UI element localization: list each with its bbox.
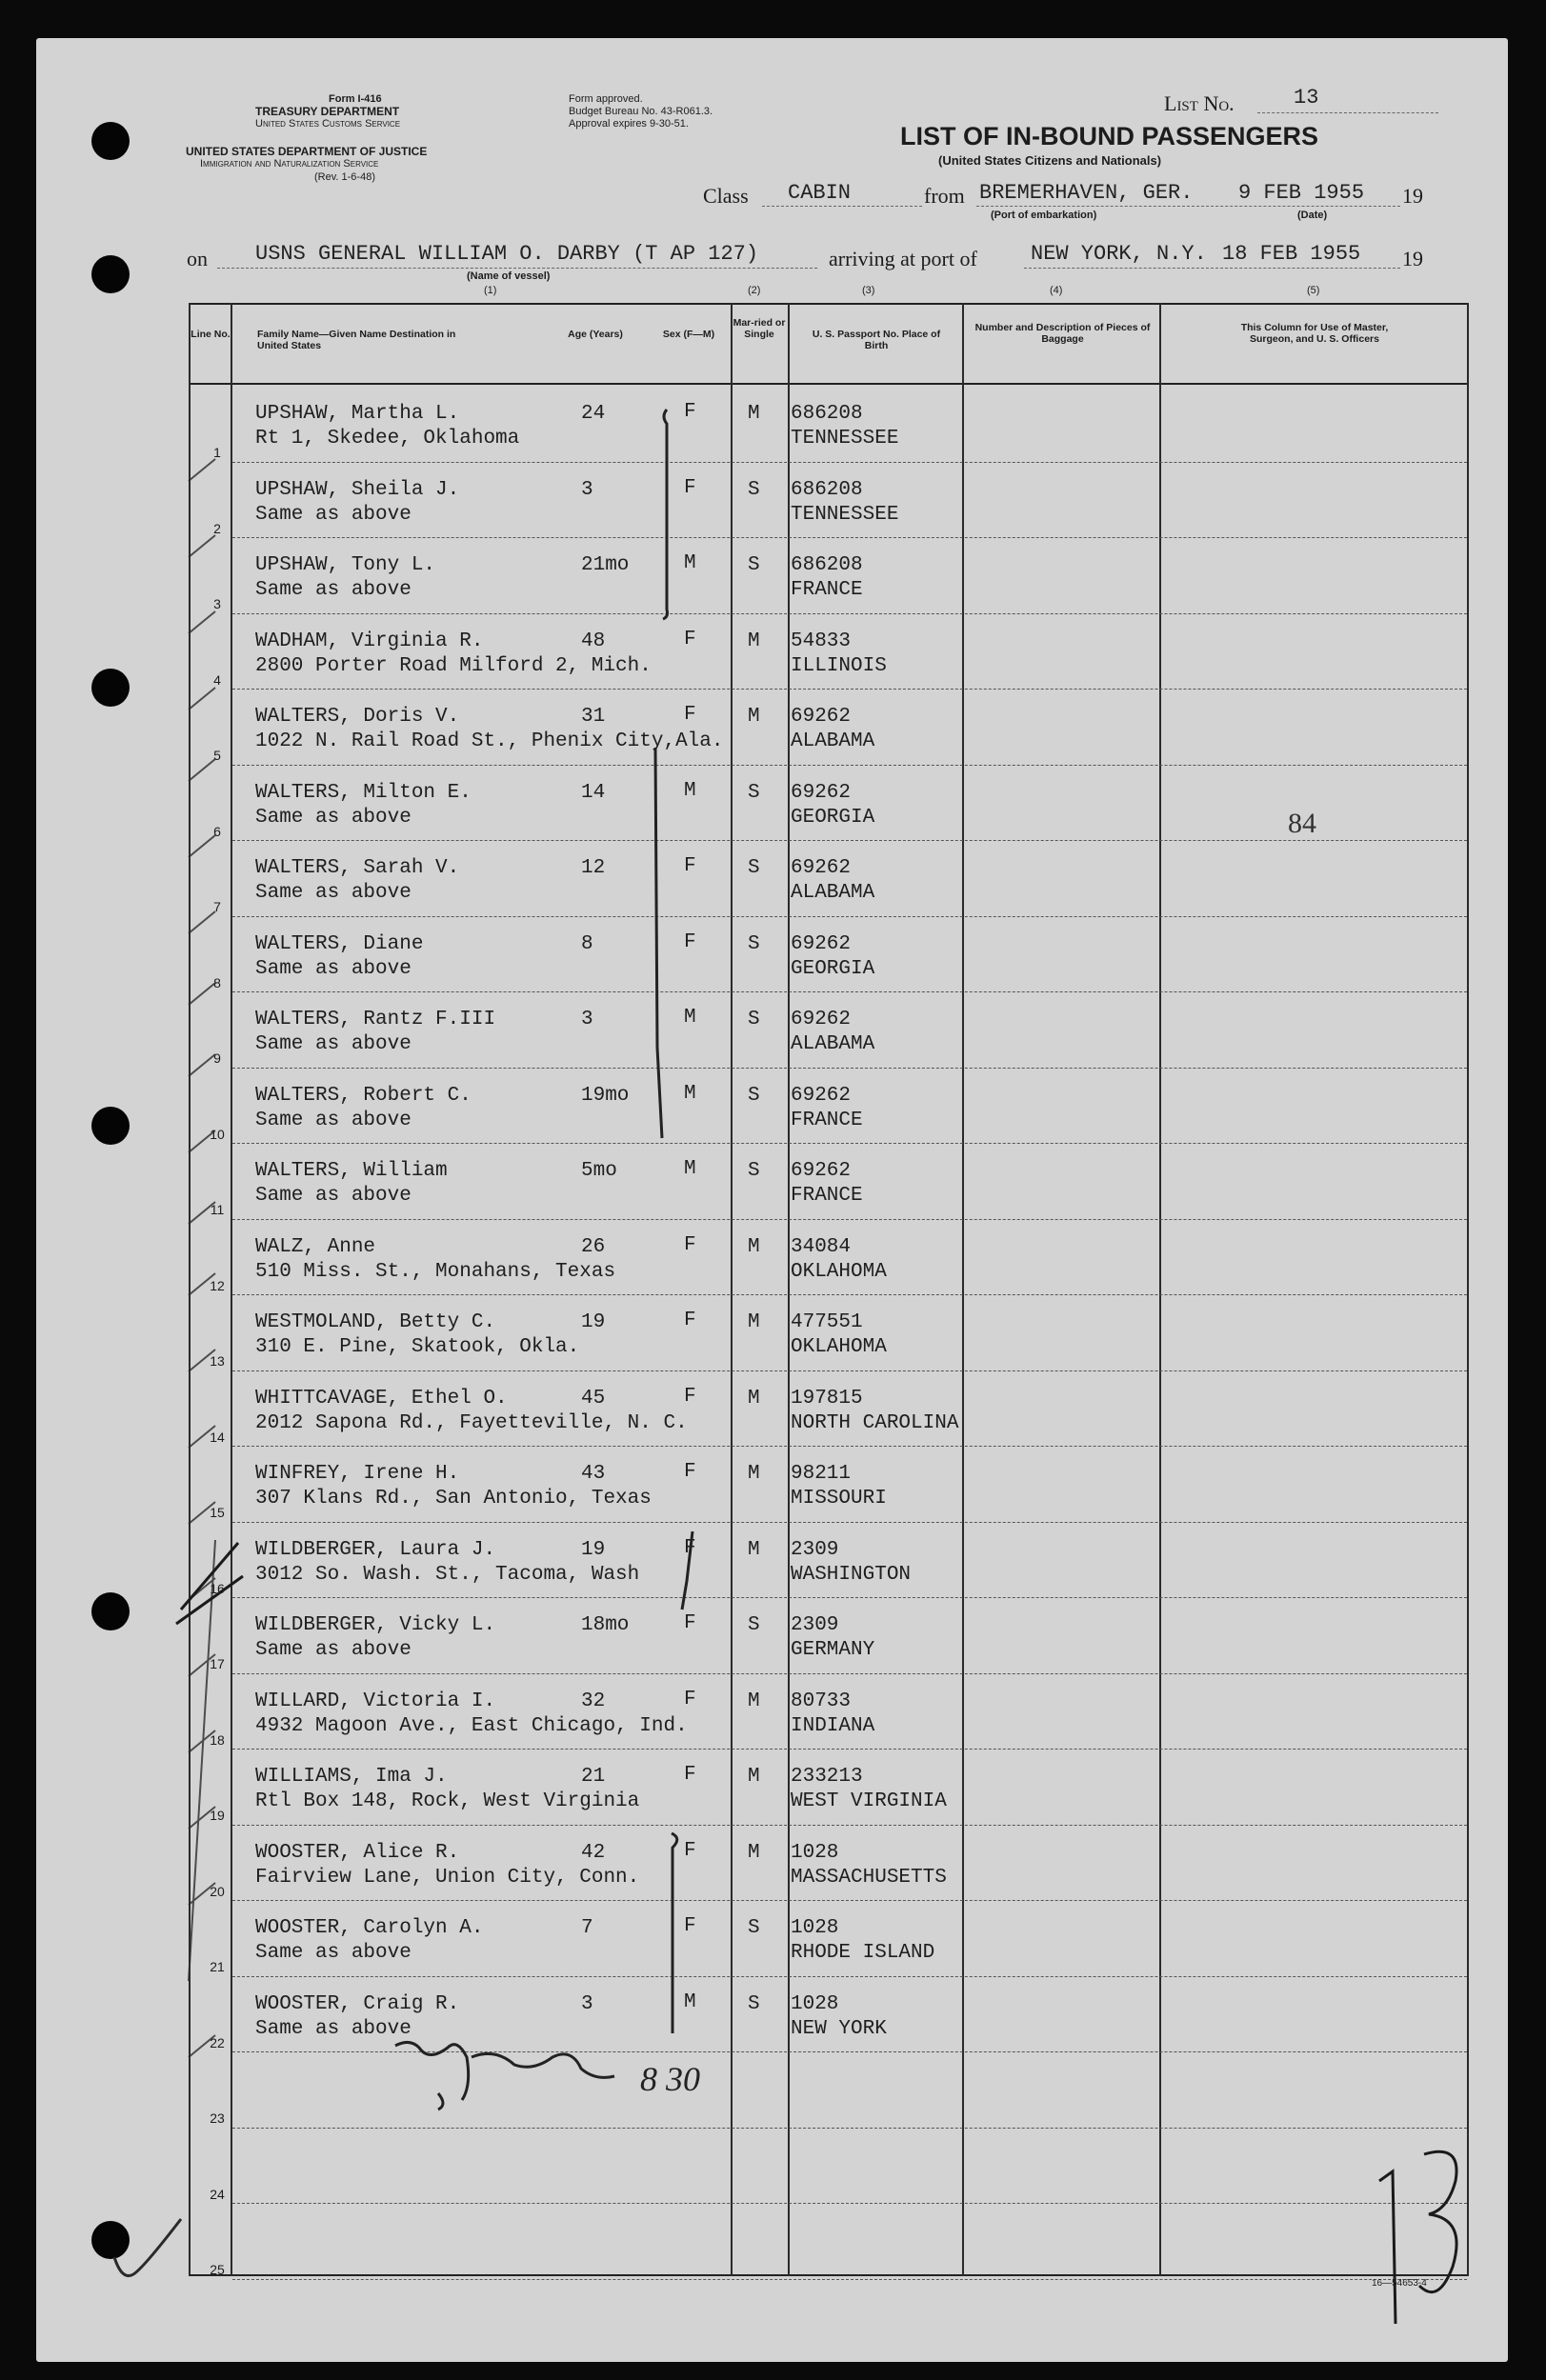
row-divider	[232, 1294, 1467, 1295]
passenger-name: UPSHAW, Tony L.	[255, 554, 436, 576]
passport-number: 1028	[791, 1841, 839, 1864]
passenger-destination: 2800 Porter Road Milford 2, Mich.	[255, 654, 652, 677]
passport-number: 686208	[791, 478, 863, 501]
class-rule	[762, 206, 922, 207]
passenger-sex: F	[684, 1310, 696, 1331]
place-of-birth: GEORGIA	[791, 957, 875, 980]
line-number: 18	[210, 1731, 225, 1748]
date-caption: (Date)	[1297, 210, 1328, 221]
row-divider	[232, 840, 1467, 841]
passenger-marital: S	[748, 1992, 760, 2015]
place-of-birth: OKLAHOMA	[791, 1260, 887, 1283]
passenger-age: 31	[581, 706, 606, 728]
passenger-age: 7	[581, 1917, 593, 1939]
col-divider	[788, 303, 790, 2276]
passenger-age: 42	[581, 1841, 606, 1864]
line-number: 25	[210, 2262, 225, 2277]
passenger-sex: F	[684, 1612, 696, 1634]
passenger-age: 19	[581, 1538, 606, 1561]
row-divider	[232, 1446, 1467, 1447]
passenger-name: UPSHAW, Martha L.	[255, 403, 460, 425]
place-of-birth: TENNESSEE	[791, 503, 899, 526]
passenger-age: 12	[581, 857, 606, 879]
passport-number: 2309	[791, 1538, 839, 1561]
col-divider	[189, 303, 191, 2276]
passenger-age: 5mo	[581, 1160, 617, 1182]
place-of-birth: WEST VIRGINIA	[791, 1790, 947, 1812]
list-no-value: 13	[1294, 86, 1319, 110]
row-divider	[232, 613, 1467, 614]
line-number: 12	[210, 1277, 225, 1293]
place-of-birth: INDIANA	[791, 1714, 875, 1737]
ins-service: Immigration and Naturalization Service	[200, 158, 379, 170]
place-of-birth: FRANCE	[791, 1109, 863, 1131]
passenger-name: WHITTCAVAGE, Ethel O.	[255, 1387, 508, 1410]
row-divider	[232, 1068, 1467, 1069]
passenger-destination: Rtl Box 148, Rock, West Virginia	[255, 1790, 640, 1812]
arrival-port: NEW YORK, N.Y.	[1031, 242, 1207, 266]
passenger-sex: F	[684, 855, 696, 877]
passenger-marital: S	[748, 857, 760, 879]
vessel-caption: (Name of vessel)	[467, 270, 551, 282]
passenger-marital: S	[748, 1009, 760, 1030]
passenger-marital: S	[748, 1160, 760, 1182]
passenger-marital: M	[748, 1387, 760, 1410]
line-number: 22	[210, 2034, 225, 2050]
passenger-age: 3	[581, 478, 593, 501]
row-divider	[232, 537, 1467, 538]
passenger-sex: F	[684, 930, 696, 953]
header-name: Family Name—Given Name Destination in United States	[257, 329, 456, 351]
passenger-destination: 510 Miss. St., Monahans, Texas	[255, 1260, 616, 1283]
passenger-name: WALTERS, Doris V.	[255, 706, 460, 728]
passenger-age: 3	[581, 1009, 593, 1030]
passport-number: 69262	[791, 706, 852, 728]
row-divider	[232, 1976, 1467, 1977]
place-of-birth: WASHINGTON	[791, 1563, 912, 1586]
col-divider	[1159, 303, 1161, 2276]
port-embark-caption: (Port of embarkation)	[991, 210, 1097, 221]
passenger-age: 19	[581, 1311, 606, 1333]
passenger-sex: F	[684, 1536, 696, 1559]
passport-number: 686208	[791, 403, 863, 425]
header-officers: This Column for Use of Master, Surgeon, and U. S. Officers	[1240, 322, 1389, 345]
passport-number: 69262	[791, 857, 852, 879]
place-of-birth: ILLINOIS	[791, 654, 887, 677]
row-divider	[232, 2128, 1467, 2129]
vessel-name: USNS GENERAL WILLIAM O. DARBY (T AP 127)	[255, 242, 759, 266]
passenger-sex: M	[684, 1007, 696, 1029]
passenger-age: 14	[581, 781, 606, 804]
revision: (Rev. 1-6-48)	[314, 171, 375, 183]
line-number: 24	[210, 2186, 225, 2202]
passenger-name: WALTERS, Diane	[255, 932, 424, 955]
passenger-destination: 307 Klans Rd., San Antonio, Texas	[255, 1488, 652, 1510]
row-divider	[232, 689, 1467, 690]
passenger-marital: S	[748, 932, 760, 955]
line-number: 19	[210, 1808, 225, 1823]
punch-hole	[91, 255, 130, 293]
line-number: 1	[213, 445, 221, 460]
year-suffix: 19	[1402, 184, 1423, 208]
form-approved: Form approved.	[569, 93, 643, 105]
budget-bureau: Budget Bureau No. 43-R061.3.	[569, 106, 713, 117]
place-of-birth: ALABAMA	[791, 730, 875, 752]
passenger-age: 19mo	[581, 1084, 630, 1107]
page-subtitle: (United States Citizens and Nationals)	[938, 153, 1162, 168]
punch-hole	[91, 669, 130, 707]
passenger-age: 24	[581, 403, 606, 425]
approval-expires: Approval expires 9-30-51.	[569, 118, 689, 130]
passenger-marital: M	[748, 1766, 760, 1788]
line-number: 7	[213, 899, 221, 914]
passenger-age: 18mo	[581, 1614, 630, 1636]
passport-number: 1028	[791, 1992, 839, 2015]
passport-number: 197815	[791, 1387, 863, 1410]
passenger-destination: 3012 So. Wash. St., Tacoma, Wash	[255, 1563, 640, 1586]
officer-note: 84	[1288, 808, 1316, 839]
passport-number: 80733	[791, 1690, 852, 1712]
on-label: on	[187, 247, 208, 270]
passport-number: 34084	[791, 1235, 852, 1258]
passenger-age: 21mo	[581, 554, 630, 576]
line-number: 11	[210, 1202, 225, 1217]
list-no-rule	[1257, 112, 1438, 113]
vessel-rule	[217, 268, 817, 269]
line-number: 17	[210, 1656, 225, 1671]
row-divider	[232, 991, 1467, 992]
passenger-name: WINFREY, Irene H.	[255, 1463, 460, 1485]
row-divider	[232, 2203, 1467, 2204]
passenger-marital: S	[748, 478, 760, 501]
row-divider	[232, 2051, 1467, 2052]
passport-number: 69262	[791, 932, 852, 955]
line-number: 6	[213, 823, 221, 839]
table-top-rule	[189, 303, 1469, 305]
passenger-sex: M	[684, 779, 696, 802]
col-divider	[962, 303, 964, 2276]
passenger-destination: Same as above	[255, 1639, 412, 1661]
passenger-marital: M	[748, 1538, 760, 1561]
passenger-destination: 2012 Sapona Rd., Fayetteville, N. C.	[255, 1411, 688, 1434]
arriving-label: arriving at port of	[829, 247, 977, 270]
passenger-destination: Rt 1, Skedee, Oklahoma	[255, 428, 520, 450]
line-number: 13	[210, 1353, 225, 1369]
line-number: 15	[210, 1505, 225, 1520]
place-of-birth: FRANCE	[791, 1185, 863, 1207]
row-divider	[232, 765, 1467, 766]
passenger-marital: S	[748, 1614, 760, 1636]
row-divider	[232, 2279, 1467, 2280]
passenger-age: 3	[581, 1992, 593, 2015]
row-divider	[232, 1825, 1467, 1826]
passenger-name: WOOSTER, Craig R.	[255, 1992, 460, 2015]
passenger-name: WOOSTER, Carolyn A.	[255, 1917, 484, 1939]
passenger-name: WOOSTER, Alice R.	[255, 1841, 460, 1864]
page-title: LIST OF IN-BOUND PASSENGERS	[900, 122, 1319, 150]
header-baggage: Number and Description of Pieces of Baggage	[974, 322, 1151, 345]
punch-hole	[91, 1592, 130, 1630]
row-divider	[232, 1900, 1467, 1901]
passenger-marital: M	[748, 1235, 760, 1258]
embark-date: 9 FEB 1955	[1238, 181, 1365, 205]
place-of-birth: TENNESSEE	[791, 428, 899, 450]
passenger-name: WILDBERGER, Laura J.	[255, 1538, 496, 1561]
row-divider	[232, 1370, 1467, 1371]
col-num: (5)	[1307, 285, 1320, 296]
table-bottom-rule	[189, 2274, 1469, 2276]
passenger-destination: Same as above	[255, 579, 412, 601]
row-divider	[232, 916, 1467, 917]
row-divider	[232, 1673, 1467, 1674]
justice-dept: UNITED STATES DEPARTMENT OF JUSTICE	[186, 145, 428, 158]
passenger-name: WALTERS, William	[255, 1160, 448, 1182]
punch-hole	[91, 2221, 130, 2259]
passenger-sex: M	[684, 1990, 696, 2013]
passenger-marital: M	[748, 1690, 760, 1712]
passenger-marital: M	[748, 1841, 760, 1864]
passenger-name: WALTERS, Rantz F.III	[255, 1009, 496, 1030]
passenger-destination: 4932 Magoon Ave., East Chicago, Ind.	[255, 1714, 688, 1737]
passport-number: 233213	[791, 1766, 863, 1788]
list-no-label: List No.	[1164, 91, 1235, 115]
passenger-name: WILDBERGER, Vicky L.	[255, 1614, 496, 1636]
passenger-marital: M	[748, 1311, 760, 1333]
place-of-birth: GEORGIA	[791, 806, 875, 829]
passenger-age: 26	[581, 1235, 606, 1258]
row-divider	[232, 1597, 1467, 1598]
passenger-destination: 310 E. Pine, Skatook, Okla.	[255, 1336, 580, 1358]
line-number: 9	[213, 1050, 221, 1066]
passenger-marital: M	[748, 706, 760, 728]
passenger-sex: F	[684, 1915, 696, 1937]
passenger-age: 45	[581, 1387, 606, 1410]
place-of-birth: MASSACHUSETTS	[791, 1866, 947, 1889]
passenger-marital: S	[748, 1084, 760, 1107]
row-divider	[232, 1522, 1467, 1523]
passenger-name: WALZ, Anne	[255, 1235, 376, 1258]
passenger-destination: Same as above	[255, 1109, 412, 1131]
passenger-destination: Fairview Lane, Union City, Conn.	[255, 1866, 640, 1889]
passport-number: 1028	[791, 1917, 839, 1939]
passenger-marital: S	[748, 554, 760, 576]
passport-number: 69262	[791, 781, 852, 804]
passenger-age: 48	[581, 630, 606, 652]
passenger-age: 32	[581, 1690, 606, 1712]
col-num: (1)	[484, 285, 497, 296]
line-number: 8	[213, 974, 221, 990]
line-number: 23	[210, 2110, 225, 2126]
place-of-birth: MISSOURI	[791, 1488, 887, 1510]
header-age: Age (Years)	[568, 329, 623, 340]
header-sex: Sex (F—M)	[662, 329, 715, 340]
passenger-destination: Same as above	[255, 503, 412, 526]
passenger-sex: F	[684, 704, 696, 726]
passenger-destination: Same as above	[255, 2017, 412, 2040]
passenger-marital: S	[748, 781, 760, 804]
passenger-destination: Same as above	[255, 957, 412, 980]
passport-number: 69262	[791, 1009, 852, 1030]
class-value: CABIN	[788, 181, 852, 205]
passenger-name: WALTERS, Sarah V.	[255, 857, 460, 879]
passport-number: 54833	[791, 630, 852, 652]
place-of-birth: ALABAMA	[791, 882, 875, 904]
passenger-name: WALTERS, Robert C.	[255, 1084, 472, 1107]
passenger-sex: F	[684, 1764, 696, 1786]
col-num: (4)	[1050, 285, 1063, 296]
line-number: 10	[210, 1126, 225, 1142]
passenger-sex: F	[684, 1839, 696, 1862]
header-married: Mar-ried or Single	[733, 317, 786, 340]
place-of-birth: GERMANY	[791, 1639, 875, 1661]
treasury-dept: TREASURY DEPARTMENT	[255, 105, 400, 118]
passenger-sex: F	[684, 1461, 696, 1483]
arrival-date: 18 FEB 1955	[1222, 242, 1361, 266]
line-number: 14	[210, 1429, 225, 1445]
passport-number: 477551	[791, 1311, 863, 1333]
header-passport: U. S. Passport No. Place of Birth	[812, 329, 941, 351]
passenger-name: WILLARD, Victoria I.	[255, 1690, 496, 1712]
passenger-name: WESTMOLAND, Betty C.	[255, 1311, 496, 1333]
passenger-sex: M	[684, 1082, 696, 1105]
embark-port: BREMERHAVEN, GER.	[979, 181, 1194, 205]
passenger-age: 43	[581, 1463, 606, 1485]
passenger-sex: M	[684, 1158, 696, 1180]
passenger-destination: Same as above	[255, 1942, 412, 1964]
line-number: 2	[213, 520, 221, 536]
row-divider	[232, 462, 1467, 463]
passenger-destination: Same as above	[255, 1185, 412, 1207]
row-divider	[232, 1749, 1467, 1750]
passenger-sex: F	[684, 476, 696, 499]
row-divider	[232, 1143, 1467, 1144]
passenger-name: UPSHAW, Sheila J.	[255, 478, 460, 501]
passenger-destination: Same as above	[255, 806, 412, 829]
passport-number: 686208	[791, 554, 863, 576]
line-number: 5	[213, 748, 221, 763]
passenger-marital: S	[748, 1917, 760, 1939]
handwritten-note: 8 30	[640, 2060, 700, 2098]
passenger-destination: Same as above	[255, 1033, 412, 1055]
place-of-birth: NEW YORK	[791, 2017, 887, 2040]
line-number: 4	[213, 671, 221, 688]
place-of-birth: ALABAMA	[791, 1033, 875, 1055]
col-divider	[731, 303, 733, 2276]
customs-service: United States Customs Service	[255, 118, 401, 130]
place-of-birth: FRANCE	[791, 579, 863, 601]
from-rule	[976, 206, 1400, 207]
place-of-birth: NORTH CAROLINA	[791, 1411, 959, 1434]
row-divider	[232, 1219, 1467, 1220]
col-divider	[1467, 303, 1469, 2276]
col-num: (2)	[748, 285, 761, 296]
line-number: 20	[210, 1883, 225, 1899]
passenger-destination: 1022 N. Rail Road St., Phenix City,Ala.	[255, 730, 724, 752]
passport-number: 98211	[791, 1463, 852, 1485]
passenger-sex: F	[684, 1688, 696, 1710]
header-line-no: Line No.	[191, 329, 231, 340]
passenger-sex: F	[684, 1385, 696, 1408]
line-number: 3	[213, 596, 221, 611]
passenger-name: WALTERS, Milton E.	[255, 781, 472, 804]
year-suffix: 19	[1402, 247, 1423, 270]
passenger-sex: M	[684, 552, 696, 574]
footer-code: 16—54653-4	[1372, 2278, 1427, 2289]
punch-hole	[91, 122, 130, 160]
passenger-age: 21	[581, 1766, 606, 1788]
passenger-marital: M	[748, 403, 760, 425]
passenger-sex: F	[684, 1233, 696, 1256]
passenger-sex: F	[684, 401, 696, 423]
punch-hole	[91, 1107, 130, 1145]
passenger-destination: Same as above	[255, 882, 412, 904]
passenger-marital: M	[748, 630, 760, 652]
passenger-sex: F	[684, 628, 696, 650]
arrival-rule	[1024, 268, 1400, 269]
passenger-name: WADHAM, Virginia R.	[255, 630, 484, 652]
form-number: Form I-416	[329, 93, 382, 105]
place-of-birth: RHODE ISLAND	[791, 1942, 935, 1964]
class-label: Class	[703, 184, 749, 208]
line-number: 16	[210, 1580, 225, 1596]
passenger-age: 8	[581, 932, 593, 955]
passport-number: 69262	[791, 1160, 852, 1182]
passenger-name: WILLIAMS, Ima J.	[255, 1766, 448, 1788]
passenger-marital: M	[748, 1463, 760, 1485]
col-num: (3)	[862, 285, 875, 296]
place-of-birth: OKLAHOMA	[791, 1336, 887, 1358]
header-bottom-rule	[189, 383, 1469, 385]
passport-number: 2309	[791, 1614, 839, 1636]
passport-number: 69262	[791, 1084, 852, 1107]
line-number: 21	[210, 1959, 225, 1974]
from-label: from	[924, 184, 965, 208]
